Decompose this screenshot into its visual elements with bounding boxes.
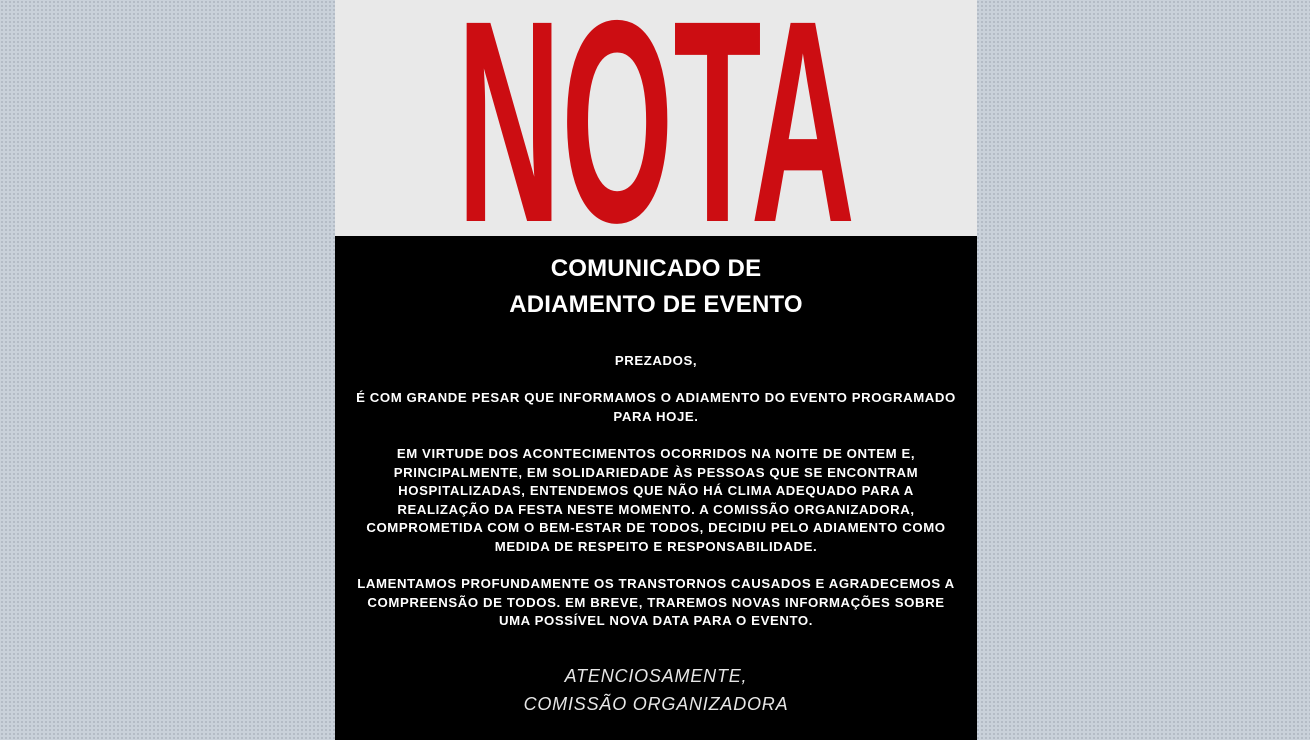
announcement-title — [335, 251, 977, 323]
signoff-closing: ATENCIOSAMENTE, — [564, 666, 748, 686]
signoff — [335, 662, 977, 718]
paragraph-postponement: É COM GRANDE PESAR QUE INFORMAMOS O ADIAMENTO DO EVENTO PROGRAMADO PARA HOJE. — [356, 390, 956, 424]
nota-heading-text: NOTA — [457, 0, 855, 236]
nota-heading — [335, 0, 977, 236]
notice-card — [335, 0, 977, 740]
paragraph-apology: LAMENTAMOS PROFUNDAMENTE OS TRANSTORNOS CAUSADOS E AGRADECEMOS A COMPREENSÃO DE TODOS. EM BREVE, TRAREMOS NOVAS INFORMAÇÕES SOBRE UMA POSSÍVEL NOVA DATA PARA O EVENTO. — [357, 576, 955, 629]
announcement-body — [355, 352, 957, 650]
signoff-signer: COMISSÃO ORGANIZADORA — [523, 694, 789, 714]
title-line-2: ADIAMENTO DE EVENTO — [509, 291, 803, 318]
title-line-1: COMUNICADO DE — [550, 255, 762, 282]
paragraph-reason: EM VIRTUDE DOS ACONTECIMENTOS OCORRIDOS NA NOITE DE ONTEM E, PRINCIPALMENTE, EM SOLIDARIEDADE ÀS PESSOAS QUE SE ENCONTRAM HOSPITALIZADAS, ENTENDEMOS QUE NÃO HÁ CLIMA ADEQUADO PARA A REALIZAÇÃO DA FESTA NESTE MOMENTO. A COMISSÃO ORGANIZADORA, COMPROMETIDA COM O BEM-ESTAR DE TODOS, DECIDIU PELO ADIAMENTO COMO MEDIDA DE RESPEITO E RESPONSABILIDADE. — [366, 445, 946, 554]
greeting: PREZADOS, — [614, 353, 698, 368]
notice-header — [335, 0, 977, 236]
